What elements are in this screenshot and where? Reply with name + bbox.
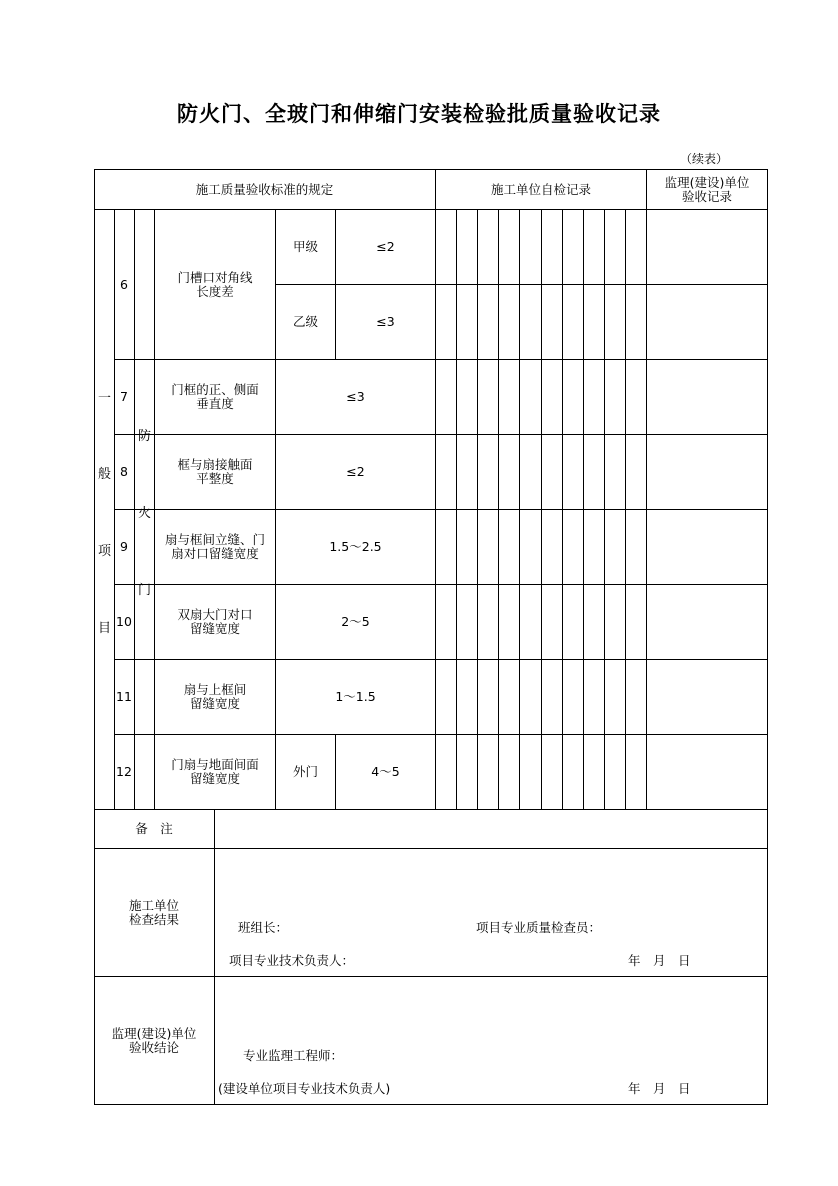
grade-label: 甲级 [292, 239, 318, 254]
engineer-label: 专业监理工程师： [243, 1048, 344, 1063]
item-name-line: 垂直度 [196, 396, 234, 411]
item-name-line: 扇与上框间 [183, 682, 247, 697]
subcategory-char: 火 [138, 506, 152, 521]
item-name-line: 留缝宽度 [189, 621, 240, 636]
category-char: 般 [98, 467, 112, 482]
tolerance-value: 4～5 [371, 764, 400, 779]
tolerance-value: ≤2 [376, 239, 395, 254]
tolerance-value: ≤3 [376, 314, 395, 329]
item-name [155, 510, 275, 584]
contractor-date: 年 月 日 [628, 953, 691, 968]
supervisor-date: 年 月 日 [628, 1081, 691, 1096]
subcategory-char: 门 [138, 583, 152, 598]
item-name-line: 长度差 [196, 283, 234, 299]
supervisor-label [94, 977, 214, 1104]
tolerance-value: 1.5～2.5 [329, 539, 382, 554]
owner-rep-label: (建设单位项目专业技术负责人) [218, 1081, 391, 1096]
category-char: 项 [98, 544, 112, 559]
item-name-line: 留缝宽度 [189, 696, 240, 711]
row-number: 9 [120, 539, 128, 554]
header-supervisor [647, 170, 767, 209]
item-name [155, 660, 275, 734]
row-number: 11 [116, 689, 132, 704]
item-name-line: 框与扇接触面 [177, 457, 253, 472]
supervisor-label-line: 监理(建设)单位 [111, 1025, 197, 1041]
item-name [155, 585, 275, 659]
item-name-line: 门扇与地面间面 [171, 757, 259, 772]
category-char: 目 [98, 621, 112, 636]
item-name-line: 平整度 [196, 471, 234, 486]
row-number: 8 [120, 464, 128, 479]
item-name-line: 门框的正、侧面 [171, 382, 259, 397]
item-name-line: 扇对口留缝宽度 [171, 546, 259, 561]
remarks-label: 备 注 [135, 821, 173, 836]
page-title: 防火门、全玻门和伸缩门安装检验批质量验收记录 [177, 102, 661, 126]
item-name-line: 留缝宽度 [189, 771, 240, 786]
continued-label: （续表） [680, 152, 729, 166]
team-leader-label: 班组长： [238, 920, 289, 935]
item-name [155, 435, 275, 509]
qc-inspector-label: 项目专业质量检查员： [476, 920, 602, 935]
grade-label: 乙级 [292, 314, 318, 329]
tolerance-value: 1～1.5 [335, 689, 376, 704]
header-supervisor-line1: 监理(建设)单位 [664, 174, 750, 190]
item-name-line: 门槽口对角线 [177, 269, 253, 285]
item-name-line: 扇与框间立缝、门 [164, 532, 265, 547]
contractor-label-line: 施工单位 [128, 897, 179, 913]
header-self-check: 施工单位自检记录 [490, 181, 591, 197]
contractor-label-line: 检查结果 [128, 911, 179, 927]
subcategory-char: 防 [138, 429, 152, 444]
header-supervisor-line2: 验收记录 [681, 188, 732, 204]
contractor-label [94, 849, 214, 976]
row-number: 7 [120, 389, 128, 404]
tolerance-value: ≤2 [346, 464, 365, 479]
item-name [155, 210, 275, 359]
category-char: 一 [98, 391, 112, 406]
item-name [155, 360, 275, 434]
tolerance-value: 2～5 [341, 614, 370, 629]
tech-lead-label: 项目专业技术负责人： [229, 953, 355, 968]
row-number: 6 [120, 276, 128, 292]
header-standard: 施工质量验收标准的规定 [195, 181, 334, 197]
door-type-label: 外门 [292, 764, 318, 779]
row-number: 10 [116, 614, 132, 629]
tolerance-value: ≤3 [346, 389, 365, 404]
item-name [155, 735, 275, 809]
supervisor-label-line: 验收结论 [128, 1039, 179, 1055]
item-name-line: 双扇大门对口 [177, 607, 253, 622]
row-number: 12 [116, 764, 132, 779]
